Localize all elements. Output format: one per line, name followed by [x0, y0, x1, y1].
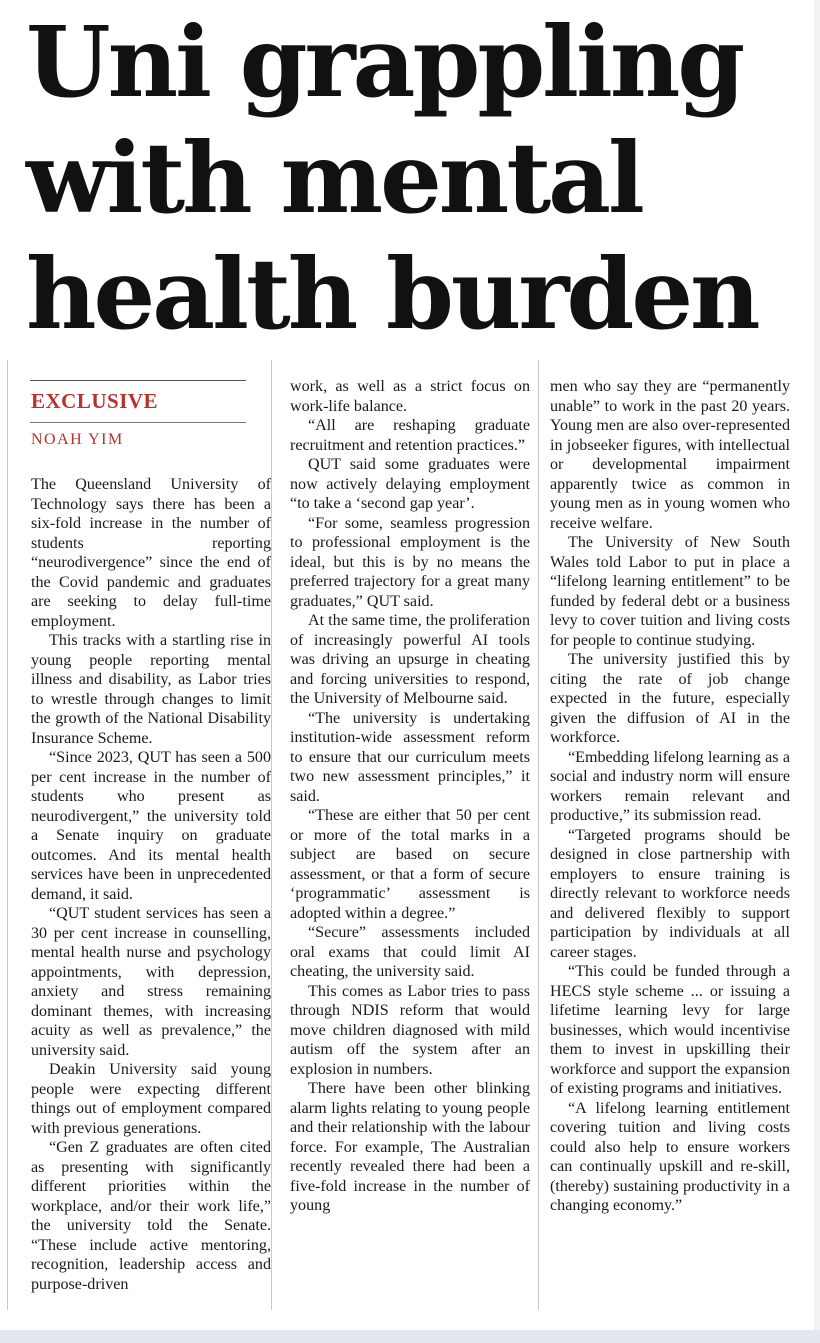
column-rule-left — [7, 360, 8, 1310]
article-column-3 — [550, 377, 790, 1216]
paragraph: “These are either that 50 per cent or more of the total marks in a subject are based on secure assessment, or that a form of secure ‘programmatic’ assessment is adopted within a degree.” — [290, 807, 530, 922]
paragraph: This tracks with a startling rise in young people reporting mental illness and disability, as Labor tries to wrestle through changes to limit the growth of the National Disability Insurance Scheme. — [31, 632, 271, 747]
paragraph: men who say they are “permanently unable” to work in the past 20 years. Young men are also over-represented in jobseeker figures, with intellectual or developmental impairment apparently twice as common in young men as in young women who receive welfare. — [550, 378, 790, 532]
column-rule-1 — [271, 360, 272, 1310]
kicker-label: EXCLUSIVE — [31, 389, 159, 413]
kicker-rule-top — [30, 380, 246, 381]
paragraph: “QUT student services has seen a 30 per cent increase in counselling, mental health nurse and psychology appointments, with depression, anxiety and stress remaining dominant themes, with increasing acuity as well as prevalence,” the university said. — [31, 905, 271, 1059]
page-edge-shadow — [814, 0, 820, 1343]
paragraph: “This could be funded through a HECS style scheme ... or issuing a lifetime learning levy for large businesses, which would incentivise them to invest in upskilling their workforce and support the expansion of existing programs and initiatives. — [550, 963, 790, 1097]
paragraph: “Embedding lifelong learning as a social and industry norm will ensure workers remain relevant and productive,” its submission read. — [550, 748, 790, 824]
paragraph: There have been other blinking alarm lights relating to young people and their relationship with the labour force. For example, The Australian recently revealed there had been a five-fold increase in the number of young — [290, 1080, 530, 1214]
paragraph: “A lifelong learning entitlement covering tuition and living costs could also help to ensure workers can continually upskill and re-skill, (thereby) sustaining productivity in a changing economy.” — [550, 1099, 790, 1214]
paragraph: This comes as Labor tries to pass through NDIS reform that would move children diagnosed with mild autism off the system after an explosion in numbers. — [290, 982, 530, 1078]
column-rule-2 — [538, 360, 539, 1310]
kicker-rule-bottom — [30, 422, 246, 423]
paragraph: “Since 2023, QUT has seen a 500 per cent increase in the number of students who present as neurodivergent,” the university told a Senate inquiry on graduate outcomes. And its mental health services have been in unprecedented demand, it said. — [31, 749, 271, 903]
paragraph: “Targeted programs should be designed in close partnership with employers to ensure training is directly relevant to workforce needs and delivered flexibly to support participation by individuals at all career stages. — [550, 826, 790, 961]
byline: NOAH YIM — [31, 431, 124, 448]
paragraph: The Queensland University of Technology says there has been a six-fold increase in the number of students reporting “neurodivergence” since the end of the Covid pandemic and graduates are seeking to delay full-time employment. — [31, 476, 271, 630]
paragraph: “The university is undertaking institution-wide assessment reform to ensure that our curriculum meets two new assessment principles,” it said. — [290, 709, 530, 805]
bottom-scan-band — [0, 1330, 820, 1343]
paragraph: QUT said some graduates were now actively delaying employment “to take a ‘second gap year’. — [290, 456, 530, 512]
article-column-2 — [290, 377, 530, 1216]
paragraph: The university justified this by citing the rate of job change expected in the future, especially given the diffusion of AI in the workforce. — [550, 651, 790, 746]
paragraph: At the same time, the proliferation of increasingly powerful AI tools was driving an upsurge in cheating and forcing universities to respond, the University of Melbourne said. — [290, 612, 530, 707]
paragraph: Deakin University said young people were expecting different things out of employment compared with previous generations. — [31, 1061, 271, 1137]
paragraph: work, as well as a strict focus on work-life balance. — [290, 378, 530, 415]
paragraph: “For some, seamless progression to professional employment is the ideal, but this is by no means the preferred trajectory for a great many graduates,” QUT said. — [290, 514, 530, 610]
paragraph: The University of New South Wales told Labor to put in place a “lifelong learning entitlement” to be funded by federal debt or a business levy to cover tuition and living costs for people to continue studying. — [550, 534, 790, 649]
paragraph: “All are reshaping graduate recruitment and retention practices.” — [290, 417, 530, 454]
paragraph: “Gen Z graduates are often cited as presenting with significantly different priorities within the workplace, and/or their work life,” the university told the Senate. “These include active mentoring, recognition, leadership access and purpose-driven — [31, 1139, 271, 1293]
article-column-1 — [31, 475, 271, 1294]
paragraph: “Secure” assessments included oral exams that could limit AI cheating, the university said. — [290, 924, 530, 980]
article-headline: Uni grappling with mental health burden — [26, 5, 758, 351]
